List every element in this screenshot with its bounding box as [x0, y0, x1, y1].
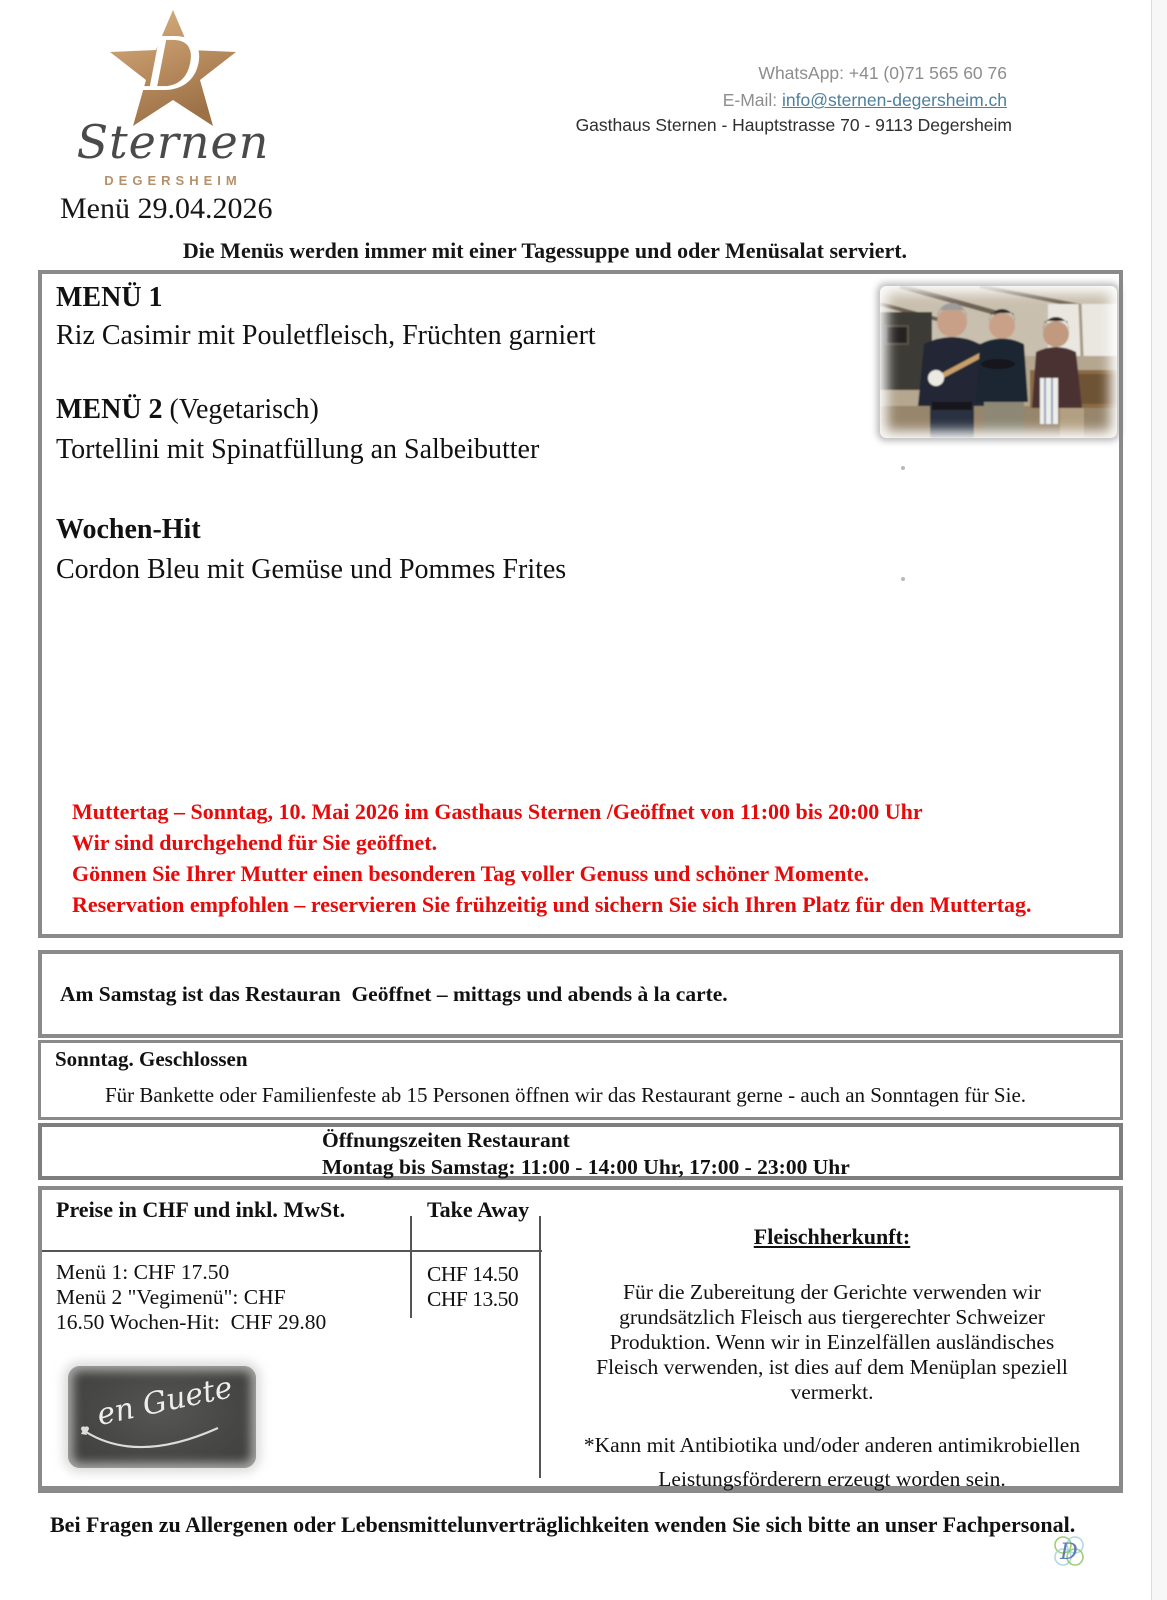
column-divider	[539, 1216, 541, 1478]
promo-line: Reservation empfohlen – reservieren Sie frühzeitig und sichern Sie sich Ihren Platz für den Muttertag.	[72, 892, 1032, 917]
price-list	[56, 1260, 326, 1335]
sunday-closed: Sonntag. Geschlossen	[55, 1047, 248, 1071]
price-header-divider	[42, 1250, 542, 1252]
contact-block	[723, 60, 1007, 114]
saturday-box	[38, 950, 1123, 1038]
menu-box	[38, 270, 1123, 938]
wochenhit-description: Cordon Bleu mit Gemüse und Pommes Frites	[56, 554, 567, 585]
price-line: Menü 1: CHF 17.50	[56, 1260, 230, 1284]
mothers-day-promo	[72, 796, 1102, 920]
logo-city: DEGERSHEIM	[104, 173, 242, 188]
takeaway-price: CHF 14.50	[427, 1262, 519, 1286]
banquet-note: Für Bankette oder Familienfeste ab 15 Personen öffnen wir das Restaurant gerne - auch an Sonntagen für Sie.	[105, 1083, 1027, 1107]
meat-origin-body: Für die Zubereitung der Gerichte verwenden wir grundsätzlich Fleisch aus tiergerechter Schweizer Produktion. Wenn wir in Einzelfällen ausländisches Fleisch verwenden, ist dies auf dem Menüplan speziell vermerkt.	[596, 1280, 1068, 1404]
menu2-heading: MENÜ 2 (Vegetarisch)	[56, 394, 319, 425]
hours-box	[38, 1123, 1123, 1180]
email-link[interactable]: info@sternen-degersheim.ch	[782, 90, 1007, 111]
logo-name: Sternen	[76, 115, 270, 169]
soup-notice: Die Menüs werden immer mit einer Tagessuppe und oder Menüsalat serviert.	[182, 238, 908, 263]
price-box	[38, 1186, 1123, 1493]
page-scan-edge	[1151, 0, 1167, 1600]
menu1-heading: MENÜ 1	[56, 282, 163, 313]
price-line: 16.50 Wochen-Hit: CHF 29.80	[56, 1310, 327, 1334]
takeaway-price: CHF 13.50	[427, 1287, 519, 1311]
price-header: Preise in CHF und inkl. MwSt.	[56, 1197, 346, 1222]
meat-origin-section	[558, 1224, 1106, 1492]
saturday-note: Am Samstag ist das Restauran Geöffnet – mittags und abends à la carte.	[60, 982, 728, 1006]
page-title: Menü 29.04.2026	[60, 192, 273, 225]
whatsapp-line: WhatsApp: +41 (0)71 565 60 76	[758, 63, 1007, 83]
hours-title: Öffnungszeiten Restaurant	[322, 1128, 570, 1152]
promo-line: Wir sind durchgehend für Sie geöffnet.	[72, 830, 438, 855]
hours-detail: Montag bis Samstag: 11:00 - 14:00 Uhr, 17:00 - 23:00 Uhr	[322, 1155, 850, 1179]
scan-dot	[901, 466, 905, 470]
meat-origin-title: Fleischherkunft:	[753, 1224, 911, 1249]
antibiotics-note-line1: *Kann mit Antibiotika und/oder anderen antimikrobiellen	[583, 1433, 1081, 1457]
scan-dot	[901, 577, 905, 581]
price-line: Menü 2 "Vegimenü": CHF	[56, 1285, 286, 1309]
menu2-description: Tortellini mit Spinatfüllung an Salbeibutter	[56, 434, 540, 465]
antibiotics-note-line2: Leistungsförderern erzeugt worden sein.	[658, 1467, 1006, 1491]
promo-line: Muttertag – Sonntag, 10. Mai 2026 im Gasthaus Sternen /Geöffnet von 11:00 bis 20:00 Uhr	[72, 799, 923, 824]
logo-initial: D	[143, 22, 203, 108]
promo-line: Gönnen Sie Ihrer Mutter einen besonderen Tag voller Genuss und schöner Momente.	[72, 861, 869, 886]
menu1-description: Riz Casimir mit Pouletfleisch, Früchten garniert	[56, 320, 596, 351]
takeaway-header: Take Away	[427, 1197, 530, 1222]
chalkboard-text: en Guete	[93, 1370, 236, 1433]
wochenhit-heading: Wochen-Hit	[56, 514, 201, 545]
clover-watermark-icon	[1052, 1533, 1086, 1569]
team-photo	[880, 286, 1117, 438]
photo-vignette	[880, 286, 1117, 438]
sunday-box	[38, 1040, 1123, 1120]
email-label: E-Mail:	[722, 90, 783, 111]
allergen-note: Bei Fragen zu Allergenen oder Lebensmittelunverträglichkeiten wenden Sie sich bitte an unser Fachpersonal.	[50, 1512, 1076, 1537]
restaurant-logo	[58, 8, 288, 188]
address-line: Gasthaus Sternen - Hauptstrasse 70 - 9113 Degersheim	[575, 115, 1012, 135]
takeaway-list	[427, 1262, 518, 1312]
takeaway-divider	[410, 1216, 412, 1318]
svg-text:D: D	[1060, 1540, 1078, 1565]
en-guete-chalkboard	[68, 1366, 256, 1468]
email-line	[723, 87, 1007, 114]
